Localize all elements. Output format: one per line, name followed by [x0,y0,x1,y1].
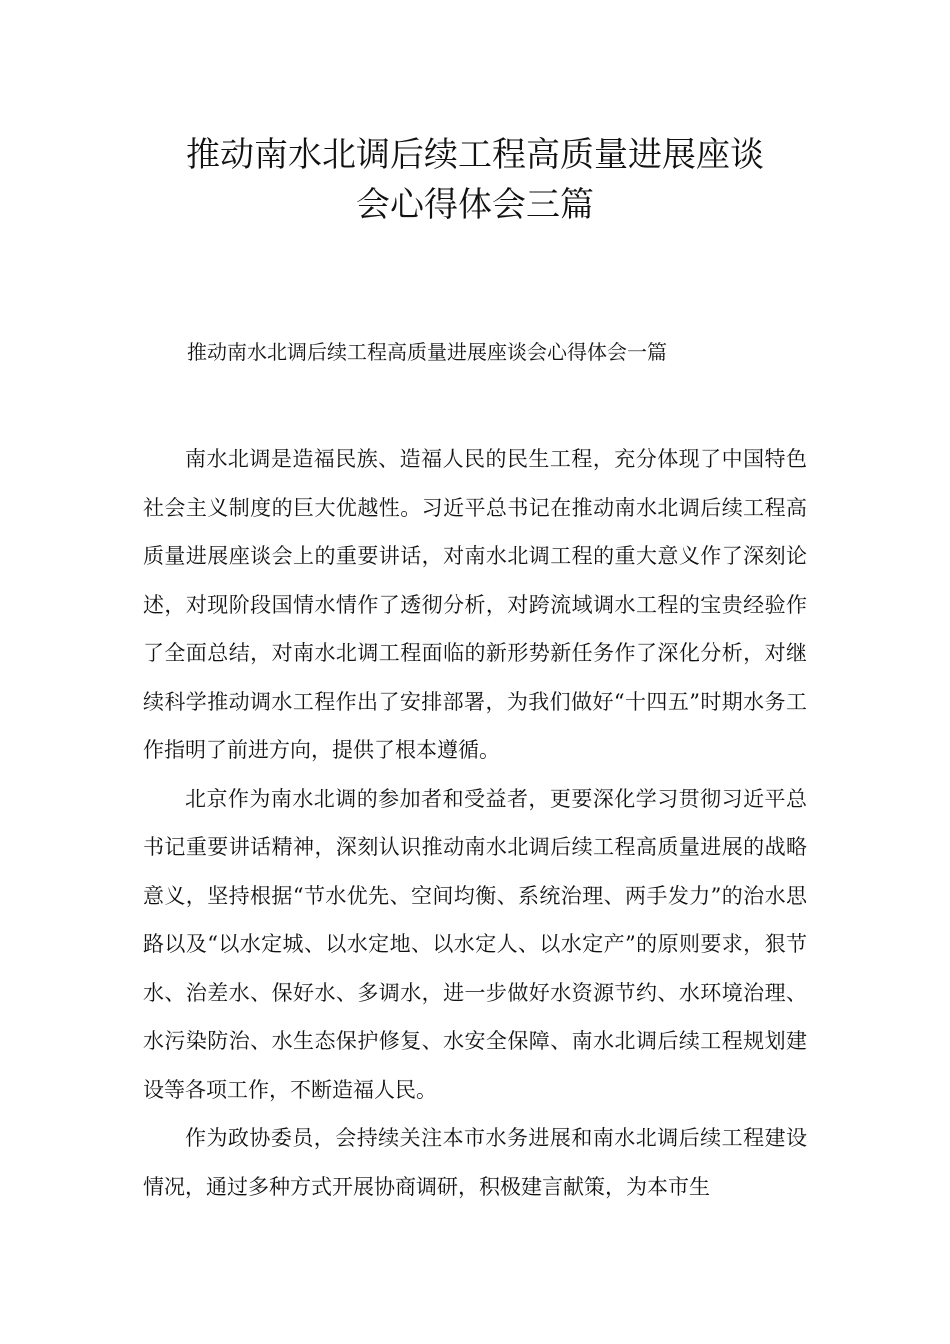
paragraph-2: 北京作为南水北调的参加者和受益者，更要深化学习贯彻习近平总书记重要讲话精神，深刻认识推动南水北调后续工程高质量进展的战略意义，坚持根据“节水优先、空间均衡、系统治理、两手发力”的治水思路以及“以水定城、以水定地、以水定人、以水定产”的原则要求，狠节水、治差水、保好水、多调水，进一步做好水资源节约、水环境治理、水污染防治、水生态保护修复、水安全保障、南水北调后续工程规划建设等各项工作，不断造福人民。 [143,786,807,1102]
document-title-line-1: 推动南水北调后续工程高质量进展座谈 [186,135,764,175]
document-title-line-2: 会心得体会三篇 [356,185,594,225]
document-body [143,435,807,1211]
paragraph-3: 作为政协委员，会持续关注本市水务进展和南水北调后续工程建设情况，通过多种方式开展协商调研，积极建言献策，为本市生 [143,1126,807,1199]
paragraph-1: 南水北调是造福民族、造福人民的民生工程，充分体现了中国特色社会主义制度的巨大优越性。习近平总书记在推动南水北调后续工程高质量进展座谈会上的重要讲话，对南水北调工程的重大意义作了深刻论述，对现阶段国情水情作了透彻分析，对跨流域调水工程的宝贵经验作了全面总结，对南水北调工程面临的新形势新任务作了深化分析，对继续科学推动调水工程作出了安排部署，为我们做好“十四五”时期水务工作指明了前进方向，提供了根本遵循。 [143,447,807,762]
section-subtitle: 推动南水北调后续工程高质量进展座谈会心得体会一篇 [187,340,667,364]
